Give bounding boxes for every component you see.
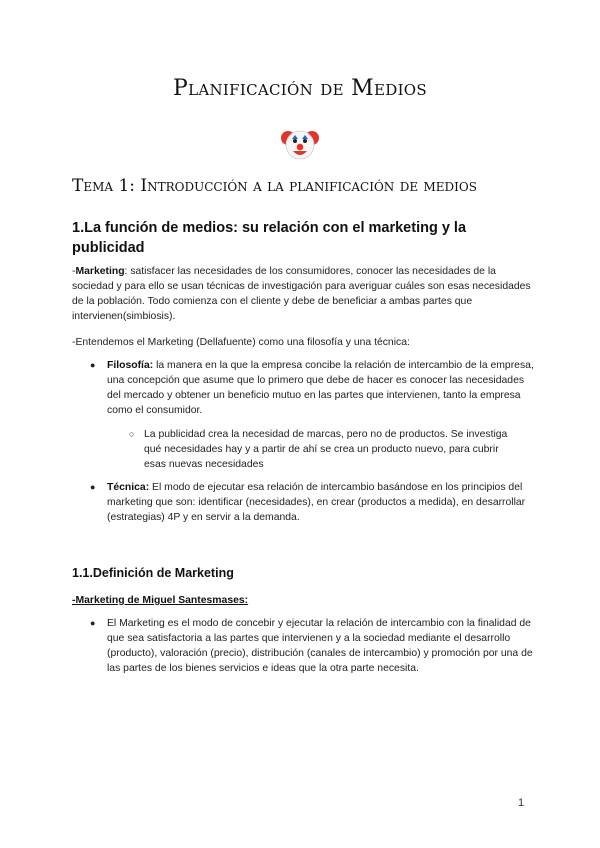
marketing-prefix: -: [72, 266, 76, 277]
bullet-publicidad: [129, 427, 519, 472]
tema-heading: Tema 1: Introducción a la planificación de medios: [72, 176, 477, 196]
clown-face-icon: [280, 124, 320, 164]
section-heading-funcion: 1.La función de medios: su relación con el marketing y la publicidad: [72, 220, 467, 256]
el-marketing-text: El Marketing es el modo de concebir y ejecutar la relación de intercambio con la finalidad de que sea satisfactoria a las partes que intervienen y a la sociedad mediante el desarrollo (producto), valoración (precio), distribución (canales de intercambio) y promoción por una de las partes de los bienes servicios e ideas que la otra parte necesita.: [107, 618, 533, 674]
tecnica-term: Técnica:: [107, 482, 150, 493]
bullet-dot-icon: ●: [90, 482, 96, 492]
marketing-text: : satisfacer las necesidades de los consumidores, conocer las necesidades de la sociedad y para ello se usan técnicas de investigación para averiguar cuáles son esas necesidades de la población. Todo comienza con el cliente y debe de beneficiar a ambas partes que intervienen(simbiosis).: [72, 266, 531, 322]
tecnica-text: El modo de ejecutar esa relación de intercambio basándose en los principios del marketing que son: identificar (necesidades), en crear (productos a medida), en desarrollar (estrategias) 4P y en servir a la demanda.: [107, 482, 526, 523]
filosofia-term: Filosofía:: [107, 360, 154, 371]
page-number: 1: [518, 797, 525, 809]
santesmases-text: -Marketing de Miguel Santesmases:: [72, 595, 249, 606]
publicidad-text: La publicidad crea la necesidad de marcas, pero no de productos. Se investiga qué necesidades hay y a partir de ahí se crea un producto nuevo, para cubrir esas nuevas necesidades: [144, 429, 508, 470]
bullet-dot-icon: ●: [90, 618, 96, 628]
subheading-santesmases: [72, 593, 532, 608]
filosofia-text: la manera en la que la empresa concibe la relación de intercambio de la empresa, una concepción que asume que lo primero que debe de hacer es conocer las necesidades del mercado y obtener un beneficio mutuo en las partes que intervienen, tanto la empresa como el consumidor.: [107, 360, 534, 416]
bullet-dot-icon: ●: [90, 360, 96, 370]
marketing-term: Marketing: [75, 266, 125, 277]
bullet-circle-icon: ○: [129, 429, 135, 439]
paragraph-marketing: [72, 264, 532, 324]
section-heading-definicion: 1.1.Definición de Marketing: [72, 566, 234, 580]
bullet-tecnica: [90, 480, 537, 525]
bullet-filosofia: [90, 358, 537, 418]
bullet-el-marketing: [90, 616, 537, 676]
paragraph-entendemos: -Entendemos el Marketing (Dellafuente) como una filosofía y una técnica:: [72, 337, 410, 348]
document-title: Planificación de Medios: [173, 76, 427, 101]
